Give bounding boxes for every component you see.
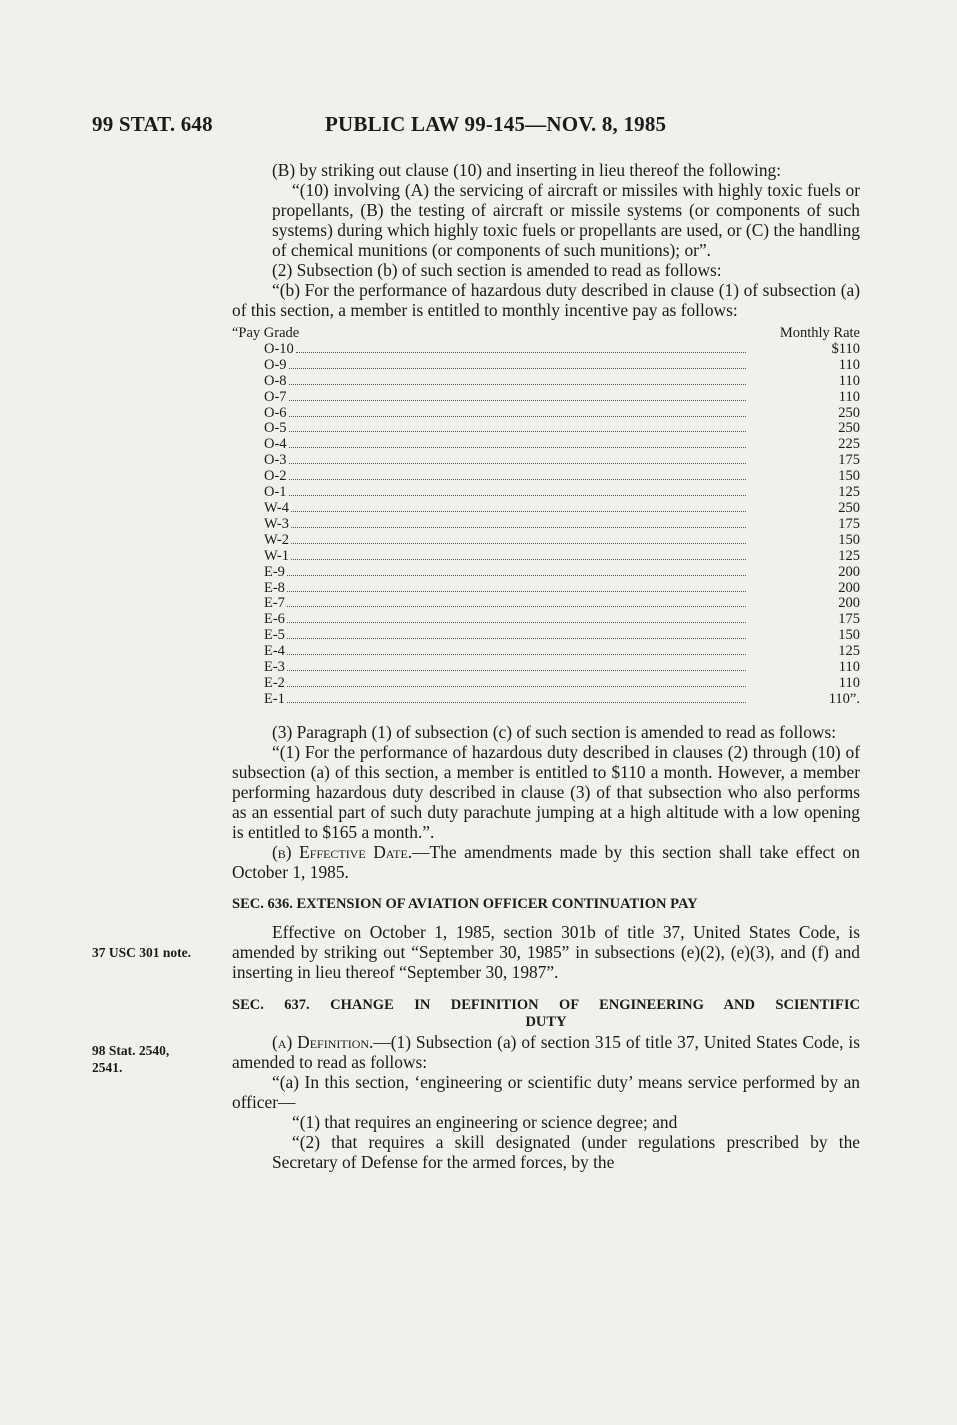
paragraph-2: (2) Subsection (b) of such section is amended to read as follows: bbox=[272, 260, 722, 280]
definition-label: (a) Definition. bbox=[272, 1031, 374, 1052]
leader-dots bbox=[289, 462, 746, 464]
monthly-rate: 125 bbox=[838, 643, 860, 660]
leader-dots bbox=[289, 383, 746, 385]
pay-table-row bbox=[232, 453, 860, 469]
leader-dots bbox=[287, 621, 746, 623]
pay-table-row bbox=[232, 390, 860, 406]
pay-grade: W-1 bbox=[264, 547, 289, 564]
leader-dots bbox=[289, 478, 746, 480]
pay-table-row bbox=[232, 692, 860, 708]
leader-dots bbox=[291, 526, 746, 528]
pay-grade: O-4 bbox=[264, 436, 287, 453]
pay-table-row bbox=[232, 676, 860, 692]
pay-grade: E-6 bbox=[264, 611, 285, 628]
pay-table-row bbox=[232, 612, 860, 628]
section-636-heading: SEC. 636. EXTENSION OF AVIATION OFFICER CONTINUATION PAY bbox=[232, 895, 698, 912]
pay-table-row bbox=[232, 437, 860, 453]
pay-table-row bbox=[232, 565, 860, 581]
monthly-rate: 200 bbox=[838, 595, 860, 612]
leader-dots bbox=[289, 446, 746, 448]
pay-table-row bbox=[232, 644, 860, 660]
pay-grade: W-3 bbox=[264, 515, 289, 532]
pay-table-body bbox=[232, 342, 860, 708]
monthly-rate: $110 bbox=[831, 340, 860, 357]
paragraph-quote-1: “(1) For the performance of hazardous duty described in clauses (2) through (10) of subsection (a) of this section, a member is entitled to $110 a month. However, a member performing hazardous duty described in clause (3) of that subsection who also performs as an essential part of such duty parachute jumping at a high altitude with a low opening is entitled to $165 a month.”. bbox=[232, 741, 860, 842]
paragraph-quote-10: “(10) involving (A) the servicing of aircraft or missiles with highly toxic fuels or propellants, (B) the testing of aircraft or missile systems (or components of such systems) during which highly toxic fuels or propellants are used, or (C) the handling of chemical munitions (or components of such munitions); or”. bbox=[272, 180, 860, 260]
pay-grade: O-8 bbox=[264, 372, 287, 389]
pay-table-row bbox=[232, 628, 860, 644]
pay-table-row bbox=[232, 533, 860, 549]
paragraph-b-clause: (B) by striking out clause (10) and inserting in lieu thereof the following: bbox=[272, 160, 782, 180]
monthly-rate: 125 bbox=[838, 547, 860, 564]
margin-note-98stat bbox=[92, 1042, 169, 1076]
pay-grade: O-6 bbox=[264, 404, 287, 421]
pay-table bbox=[232, 326, 860, 708]
leader-dots bbox=[289, 367, 746, 369]
leader-dots bbox=[291, 558, 746, 560]
pay-grade: E-9 bbox=[264, 563, 285, 580]
body-text bbox=[232, 160, 860, 1172]
leader-dots bbox=[287, 685, 746, 687]
monthly-rate: 150 bbox=[838, 627, 860, 644]
leader-dots bbox=[289, 415, 746, 417]
effective-date-label: (b) Effective Date. bbox=[272, 841, 413, 862]
pay-grade: W-2 bbox=[264, 531, 289, 548]
pay-table-row bbox=[232, 358, 860, 374]
paragraph-quote-b: “(b) For the performance of hazardous duty described in clause (1) of subsection (a) of this section, a member is entitled to monthly incentive pay as follows: bbox=[232, 280, 860, 320]
pay-table-col-grade: “Pay Grade bbox=[232, 325, 300, 341]
leader-dots bbox=[287, 669, 746, 671]
monthly-rate: 225 bbox=[838, 436, 860, 453]
section-636-text: Effective on October 1, 1985, section 301b of title 37, United States Code, is amended by striking out “September 30, 1985” in subsections (e)(2), (e)(3), and (f) and inserting in lieu thereof “September 30, 1987”. bbox=[232, 921, 860, 982]
pay-grade: E-8 bbox=[264, 579, 285, 596]
pay-table-col-rate: Monthly Rate bbox=[779, 325, 860, 341]
leader-dots bbox=[289, 494, 746, 496]
monthly-rate: 200 bbox=[838, 563, 860, 580]
margin-note-98stat-line2: 2541. bbox=[92, 1060, 123, 1075]
leader-dots bbox=[289, 430, 746, 432]
leader-dots bbox=[291, 542, 746, 544]
section-637-heading-line1: SEC. 637. CHANGE IN DEFINITION OF ENGINEERING AND SCIENTIFIC bbox=[232, 996, 860, 1013]
monthly-rate: 175 bbox=[838, 452, 860, 469]
leader-dots bbox=[291, 510, 746, 512]
pay-table-row bbox=[232, 469, 860, 485]
paragraph-definition bbox=[232, 1032, 860, 1072]
pay-table-row bbox=[232, 517, 860, 533]
monthly-rate: 110 bbox=[838, 388, 860, 405]
pay-table-row bbox=[232, 374, 860, 390]
pay-grade: E-3 bbox=[264, 659, 285, 676]
monthly-rate: 250 bbox=[838, 420, 860, 437]
monthly-rate: 110 bbox=[838, 372, 860, 389]
leader-dots bbox=[287, 590, 746, 592]
pay-grade: E-1 bbox=[264, 690, 285, 707]
paragraph-quote-a2: “(2) that requires a skill designated (under regulations prescribed by the Secretary of Defense for the armed forces, by the bbox=[272, 1131, 860, 1172]
pay-table-row bbox=[232, 485, 860, 501]
monthly-rate: 250 bbox=[838, 404, 860, 421]
pay-table-row bbox=[232, 660, 860, 676]
monthly-rate: 175 bbox=[838, 515, 860, 532]
pay-table-header bbox=[232, 326, 860, 342]
paragraph-quote-a: “(a) In this section, ‘engineering or scientific duty’ means service performed by an officer— bbox=[232, 1071, 860, 1112]
pay-grade: O-3 bbox=[264, 452, 287, 469]
paragraph-3: (3) Paragraph (1) of subsection (c) of such section is amended to read as follows: bbox=[272, 721, 837, 742]
pay-table-row bbox=[232, 596, 860, 612]
leader-dots bbox=[287, 637, 746, 639]
paragraph-quote-a1: “(1) that requires an engineering or science degree; and bbox=[292, 1111, 678, 1132]
monthly-rate: 200 bbox=[838, 579, 860, 596]
effective-date-text: —The amendments made by this section shall take effect on October 1, 1985. bbox=[232, 841, 860, 882]
pay-table-row bbox=[232, 342, 860, 358]
pay-grade: W-4 bbox=[264, 499, 289, 516]
pay-table-row bbox=[232, 581, 860, 597]
monthly-rate: 110 bbox=[838, 659, 860, 676]
monthly-rate: 175 bbox=[838, 611, 860, 628]
margin-note-37usc: 37 USC 301 note. bbox=[92, 945, 192, 960]
pay-grade: O-1 bbox=[264, 484, 287, 501]
pay-table-row bbox=[232, 406, 860, 422]
pay-table-row bbox=[232, 549, 860, 565]
monthly-rate: 110 bbox=[838, 674, 860, 691]
pay-grade: O-10 bbox=[264, 340, 294, 357]
page-title: PUBLIC LAW 99-145—NOV. 8, 1985 bbox=[325, 112, 667, 136]
definition-text: —(1) Subsection (a) of section 315 of title 37, United States Code, is amended to read as follows: bbox=[232, 1031, 861, 1072]
leader-dots bbox=[287, 605, 746, 607]
monthly-rate: 250 bbox=[838, 499, 860, 516]
section-637-heading-line2: DUTY bbox=[525, 1013, 567, 1030]
monthly-rate: 110”. bbox=[828, 690, 860, 707]
pay-table-row bbox=[232, 421, 860, 437]
pay-grade: E-5 bbox=[264, 627, 285, 644]
monthly-rate: 125 bbox=[838, 484, 860, 501]
pay-grade: O-7 bbox=[264, 388, 287, 405]
pay-grade: E-2 bbox=[264, 674, 285, 691]
leader-dots bbox=[289, 399, 746, 401]
pay-grade: E-4 bbox=[264, 643, 285, 660]
pay-table-row bbox=[232, 501, 860, 517]
pay-grade: E-7 bbox=[264, 595, 285, 612]
monthly-rate: 110 bbox=[838, 356, 860, 373]
stat-page-number: 99 STAT. 648 bbox=[92, 112, 213, 136]
pay-grade: O-2 bbox=[264, 468, 287, 485]
leader-dots bbox=[287, 574, 746, 576]
leader-dots bbox=[296, 351, 746, 353]
margin-note-98stat-line1: 98 Stat. 2540, bbox=[92, 1043, 170, 1058]
monthly-rate: 150 bbox=[838, 531, 860, 548]
leader-dots bbox=[287, 653, 746, 655]
leader-dots bbox=[287, 701, 746, 703]
monthly-rate: 150 bbox=[838, 468, 860, 485]
paragraph-effective-date bbox=[232, 842, 860, 882]
pay-grade: O-5 bbox=[264, 420, 287, 437]
pay-grade: O-9 bbox=[264, 356, 287, 373]
